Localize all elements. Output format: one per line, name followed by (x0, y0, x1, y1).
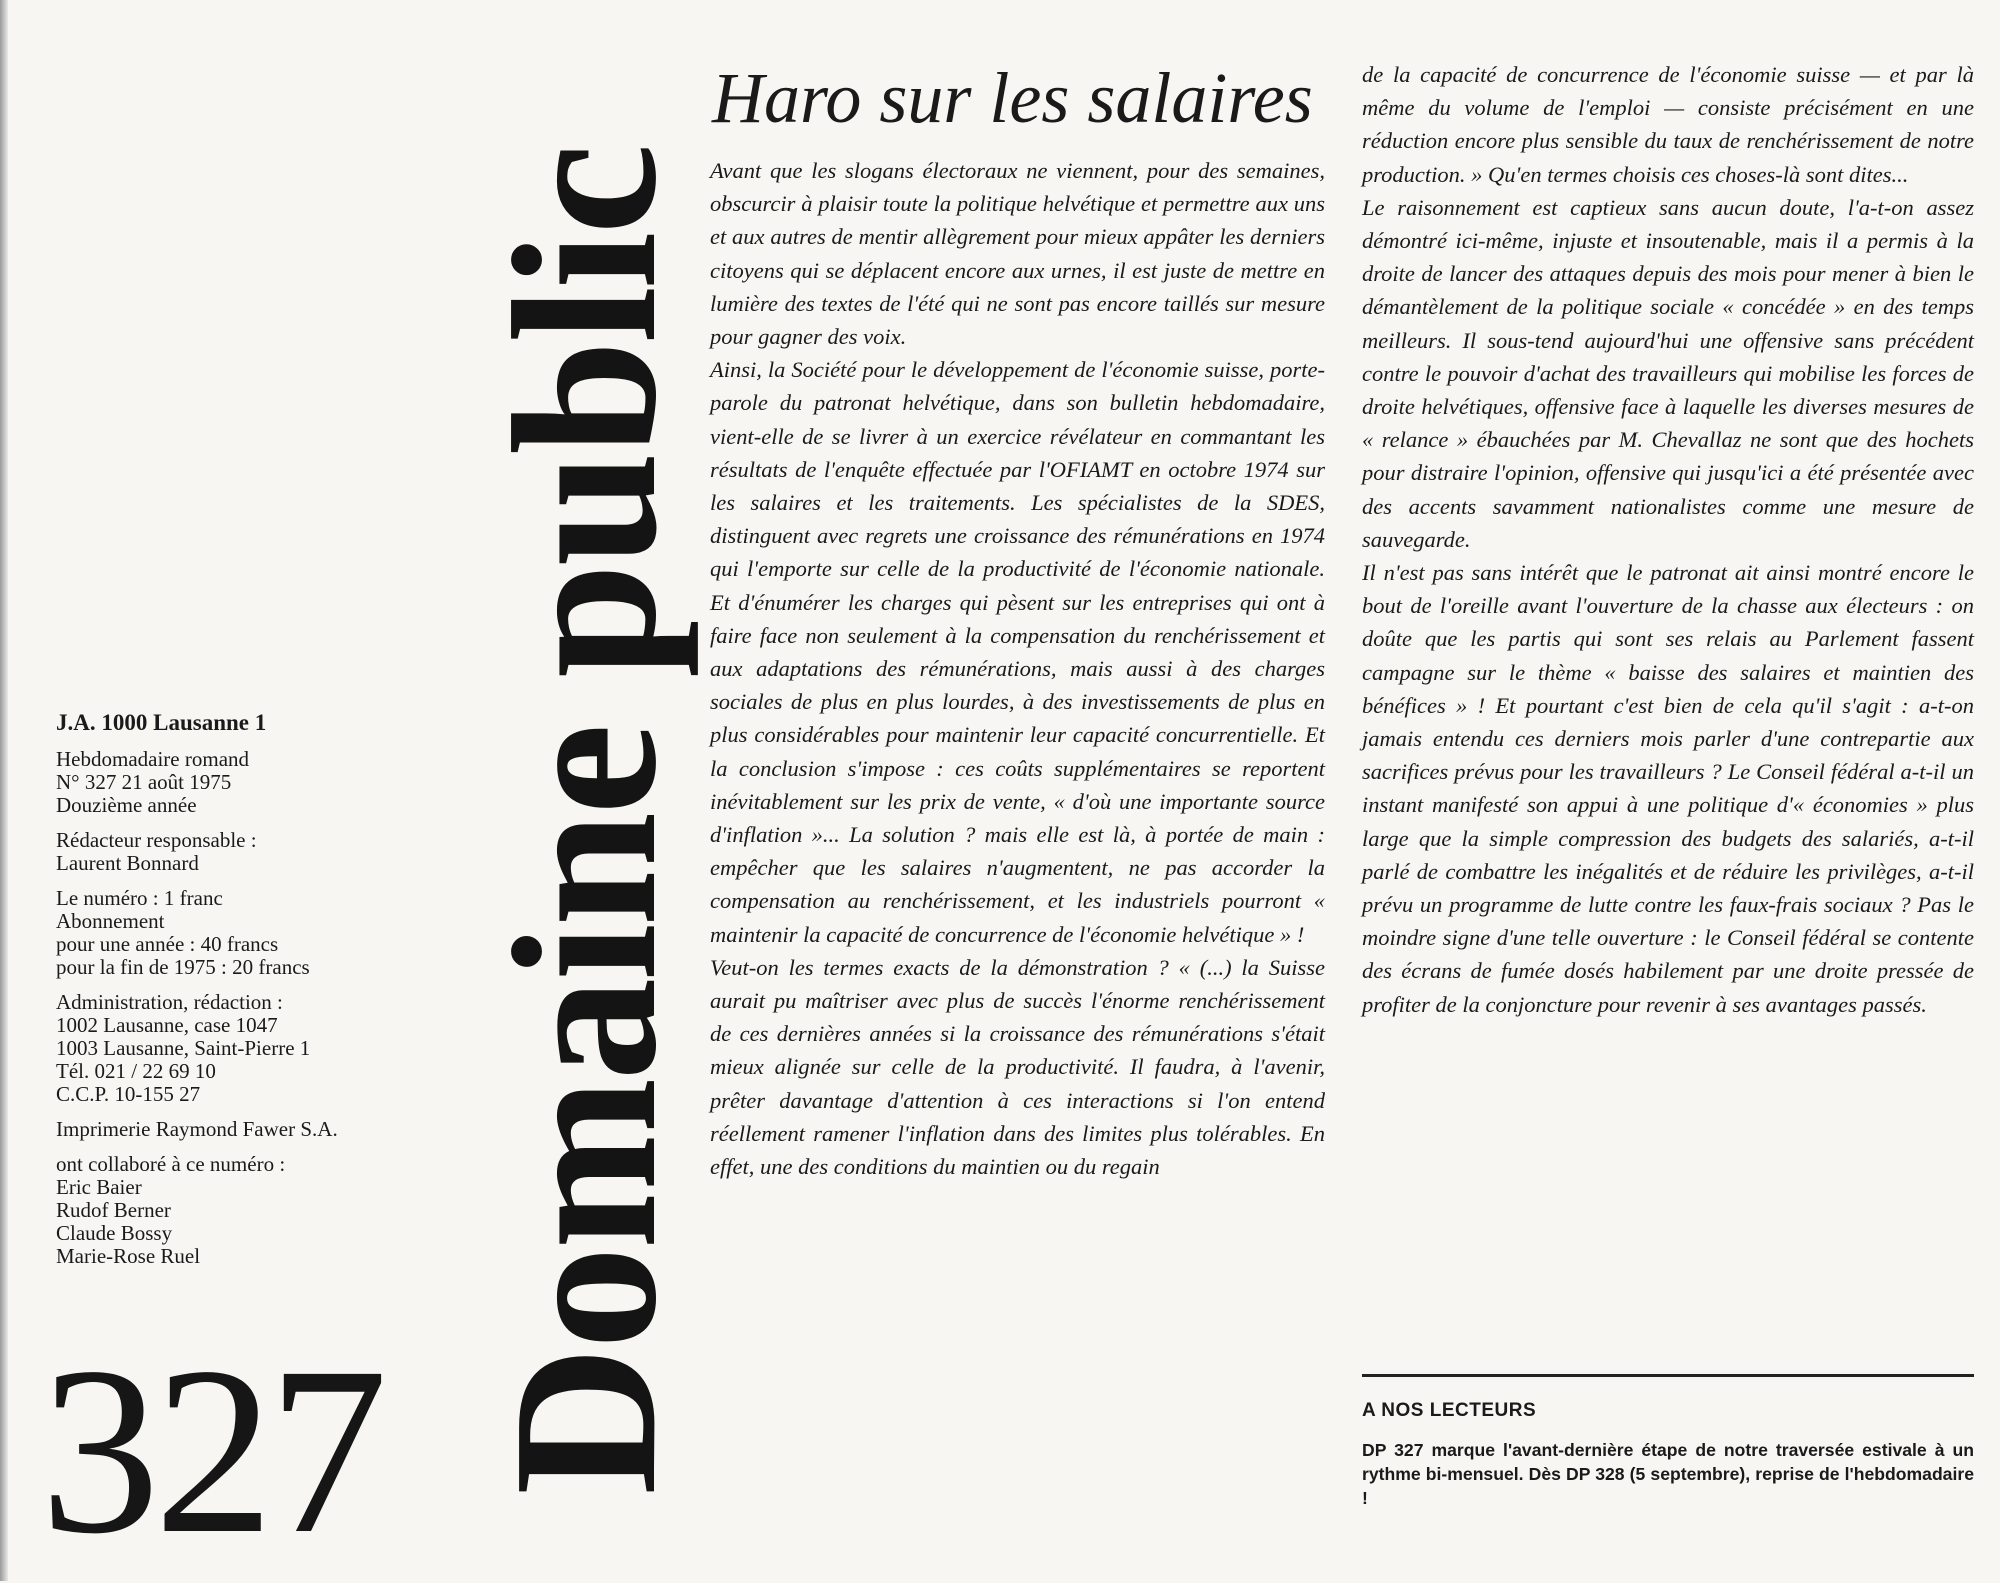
admin-info (56, 991, 436, 1106)
editor-label: Rédacteur responsable : (56, 828, 257, 852)
printer-name: Imprimerie Raymond Fawer S.A. (56, 1117, 338, 1141)
paragraph: Avant que les slogans électoraux ne viennent, pour des semaines, obscurcir à plaisir toute la politique helvétique et permettre aux uns et aux autres de mentir allègrement pour mieux appâter les derniers citoyens qui se déplacent encore aux urnes, il est juste de mettre en lumière des textes de l'été qui ne sont pas encore taillés sur mesure pour gagner des voix. (710, 158, 1325, 350)
editor-name: Laurent Bonnard (56, 851, 199, 875)
price-single: Le numéro : 1 franc (56, 886, 223, 910)
contributor: Rudof Berner (56, 1198, 171, 1222)
admin-phone: Tél. 021 / 22 69 10 (56, 1059, 216, 1083)
paragraph: Il n'est pas sans intérêt que le patronat ait ainsi montré encore le bout de l'oreille avant l'ouverture de la chasse aux électeurs : on doûte que les partis qui sont ses relais au Parlement fassent campagne sur le thème « baisse des salaires et maintien des bénéfices » ! Et pourtant c'est bien de cela qu'il s'agit : a-t-on jamais entendu ces derniers mois parler d'une contrepartie aux sacrifices prévus pour les travailleurs ? Le Conseil fédéral a-t-il un instant manifesté son appui à une politique d'« économies » plus large que la simple compression des budgets des salariés, a-t-il parlé de combattre les inégalités et de réduire les privilèges, a-t-il prévu un programme de lutte contre les faux-frais sociaux ? Pas le moindre signe d'une telle ouverture : le Conseil fédéral se contente des écrans de fumée dosés habilement par une droite pressée de profiter de la conjoncture pour revenir à ses avantages passés. (1362, 560, 1974, 1017)
contributor: Eric Baier (56, 1175, 142, 1199)
notice-divider (1362, 1374, 1974, 1377)
admin-address-1: 1002 Lausanne, case 1047 (56, 1013, 278, 1037)
paragraph: Veut-on les termes exacts de la démonstration ? « (...) la Suisse aurait pu maîtriser avec plus de succès l'énorme renchérissement de ces dernières années si la croissance des rémunérations s'était mieux alignée sur celle de la productivité. Il faudra, à l'avenir, prêter davantage d'attention à ces interactions si l'on entend réellement ramener l'inflation dans des limites plus tolérables. En effet, une des conditions du maintien ou du regain (710, 954, 1325, 1180)
masthead-info (56, 710, 436, 1280)
scan-edge-shadow (0, 0, 8, 1581)
printer-info (56, 1118, 436, 1141)
periodicity: Hebdomadaire romand (56, 747, 250, 771)
publication-title: Domaine public (470, 146, 699, 1495)
postal-line: J.A. 1000 Lausanne 1 (56, 710, 267, 735)
contributors-label: ont collaboré à ce numéro : (56, 1152, 286, 1176)
price-end-year: pour la fin de 1975 : 20 francs (56, 955, 310, 979)
issue-date: N° 327 21 août 1975 (56, 770, 232, 794)
article-column-2 (1362, 58, 1974, 1021)
contributor: Marie-Rose Ruel (56, 1244, 201, 1268)
notice-title: A NOS LECTEURS (1362, 1400, 1537, 1421)
paragraph: Le raisonnement est captieux sans aucun doute, l'a-t-on assez démontré ici-même, injuste et insoutenable, mais il a permis à la droite de lancer des attaques depuis des mois pour mener à bien le démantèlement de la politique sociale « concédée » en des temps meilleurs. Il sous-tend aujourd'hui une offensive sans précédent contre le pouvoir d'achat des travailleurs qui mobilise les forces de droite helvétiques, offensive face à laquelle les diverses mesures de « relance » ébauchées par M. Chevallaz ne sont que des hochets pour distraire l'opinion, offensive qui jusqu'ici a été présentée avec des accents savamment nationalistes comme une mesure de sauvegarde. (1362, 194, 1974, 552)
admin-address-2: 1003 Lausanne, Saint-Pierre 1 (56, 1036, 311, 1060)
volume-year: Douzième année (56, 793, 197, 817)
notice-body: DP 327 marque l'avant-dernière étape de notre traversée estivale à un rythme bi-mensuel. Dès DP 328 (5 septembre), reprise de l'hebdomadaire ! (1362, 1440, 1974, 1509)
postal-code-line (56, 710, 436, 736)
admin-ccp: C.C.P. 10-155 27 (56, 1082, 201, 1106)
issue-number: 327 (40, 1317, 382, 1583)
article-column-1 (710, 154, 1325, 1183)
article-headline: Haro sur les salaires (712, 58, 1313, 138)
paragraph: Ainsi, la Société pour le développement de l'économie suisse, porte-parole du patronat helvétique, dans son bulletin hebdomadaire, vient-elle de se livrer à un exercice révélateur en commantant les résultats de l'enquête effectuée par l'OFIAMT en octobre 1974 sur les salaires et les traitements. Les spécialistes de la SDES, distinguent avec regrets une croissance des rémunérations en 1974 qui l'emporte sur celle de la productivité de l'économie nationale. Et d'énumérer les charges qui pèsent sur les entreprises qui ont à faire face non seulement à la compensation du renchérissement et aux adaptations des rémunérations, mais aussi à des charges sociales de plus en plus lourdes, à des investissements de plus en plus considérables pour maintenir leur capacité concurrentielle. Et la conclusion s'impose : ces coûts supplémentaires se reportent inévitablement sur les prix de vente, « d'où une importante source d'inflation »... La solution ? mais elle est là, à portée de main : empêcher que les salaires n'augmentent, ne pas accorder la compensation au renchérissement, et les industriels pourront « maintenir la capacité de concurrence de l'économie helvétique » ! (710, 357, 1325, 947)
paragraph: de la capacité de concurrence de l'économie suisse — et par là même du volume de l'emploi — consiste précisément en une réduction encore plus sensible du taux de renchérissement de notre production. » Qu'en termes choisis ces choses-là sont dites... (1362, 62, 1974, 187)
price-info (56, 887, 436, 979)
price-year: pour une année : 40 francs (56, 932, 279, 956)
admin-label: Administration, rédaction : (56, 990, 283, 1014)
issue-info (56, 748, 436, 817)
contributors (56, 1153, 436, 1268)
contributor: Claude Bossy (56, 1221, 173, 1245)
subscription-label: Abonnement (56, 909, 165, 933)
editor-info (56, 829, 436, 875)
